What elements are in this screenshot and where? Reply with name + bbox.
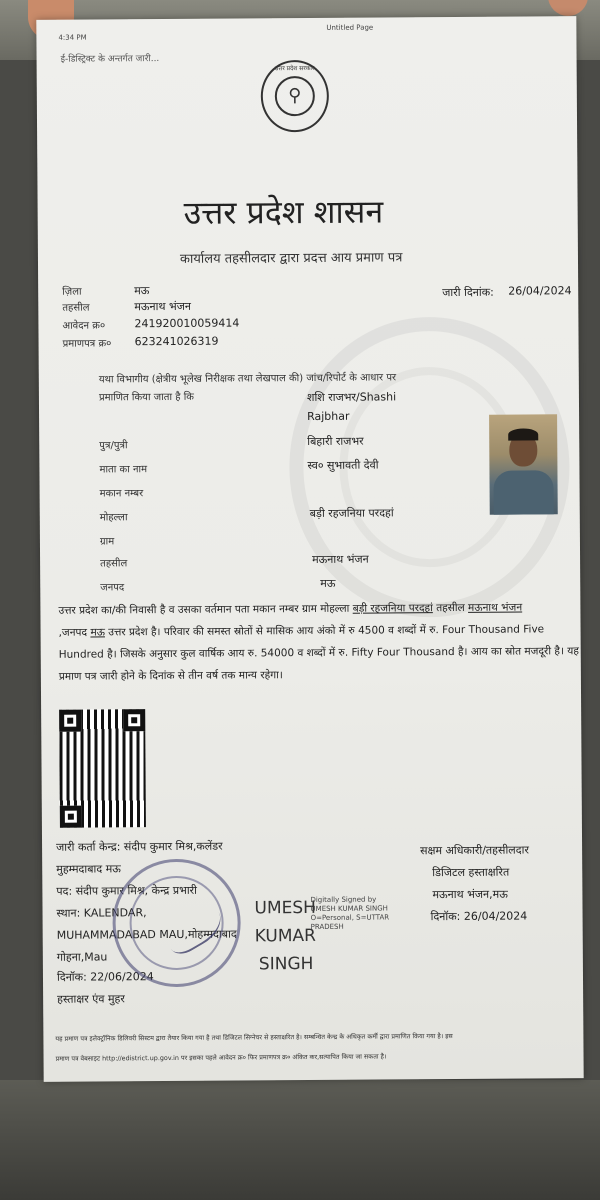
photo-shirt <box>493 470 553 514</box>
holder-photo <box>489 414 558 514</box>
verification-qr-code <box>59 709 146 828</box>
district-label: ज़िला <box>62 286 82 298</box>
qr-finder-bottom-left <box>60 806 82 828</box>
details-tehsil-value: मऊनाथ भंजन <box>312 552 369 566</box>
body-line-1c: तहसील <box>432 601 469 615</box>
locality-value: बड़ी रहजनिया परदहां <box>309 506 394 521</box>
body-locality-underlined: बड़ी रहजनिया परदहां <box>352 602 433 615</box>
locality-label: मोहल्ला <box>99 512 128 524</box>
son-of-value: बिहारी राजभर <box>307 434 364 449</box>
qr-finder-top-right <box>123 709 145 731</box>
authority-title: सक्षम अधिकारी/तहसीलदार <box>420 843 529 858</box>
emblem-text: उत्तर प्रदेश सरकार <box>274 64 315 73</box>
issuer-line-8: हस्ताक्षर एंव मुहर <box>57 992 125 1006</box>
body-line-1a: उत्तर प्रदेश का/की निवासी है व उसका वर्तमान पता मकान नम्बर ग्राम मोहल्ला <box>58 602 353 617</box>
certificate-value: 623241026319 <box>134 334 219 349</box>
tehsil-label: तहसील <box>62 302 90 314</box>
issuer-line-1: जारी कर्ता केन्द्र: संदीप कुमार मिश्र,कलेंडर <box>56 839 223 854</box>
print-time: 4:34 PM <box>58 33 87 42</box>
footer-line-1: यह प्रमाण पत्र इलेक्ट्रॉनिक डिलिवरी सिस्टम द्वारा तैयार किया गया है तथा डिजिटल सिग्नेचर से हस्ताक्षरित है। सम्बन्धित केन्द्र के अधिकृत कर्मी द्वारा प्रमाणित किया गया है। इस <box>55 1032 453 1043</box>
body-tehsil-underlined: मऊनाथ भंजन <box>467 601 523 614</box>
signer-name-line-1: UMESH <box>254 897 317 919</box>
issuer-line-7: दिनॉक: 22/06/2024 <box>56 970 154 984</box>
footer-line-2: प्रमाण पत्र वेबसाइट http://edistrict.up.gov.in पर इसका पहले आवेदन क्र० फिर प्रमाणपत्र क्र० अंकित कर,सत्यापित किया जा सकता है। <box>55 1052 387 1063</box>
qr-finder-top-left <box>59 710 81 732</box>
certificate-paper <box>36 16 583 1082</box>
house-number-label: मकान नम्बर <box>99 488 144 500</box>
edistrict-note: ई-डिस्ट्रिक्ट के अन्तर्गत जारी... <box>60 54 160 65</box>
document-title: उत्तर प्रदेश शासन <box>183 192 384 232</box>
background-bottom <box>0 1080 600 1200</box>
authority-location: मऊनाथ भंजन,मऊ <box>432 887 508 902</box>
intro-line-2: प्रमाणित किया जाता है कि <box>98 391 195 404</box>
issuer-line-6: गोहना,Mau <box>56 950 108 964</box>
tehsil-value: मऊनाथ भंजन <box>134 299 192 314</box>
authority-date: दिनॉक: 26/04/2024 <box>430 909 528 924</box>
certificate-label: प्रमाणपत्र क्र० <box>62 338 112 350</box>
up-government-emblem <box>261 60 330 132</box>
village-label: ग्राम <box>99 536 115 548</box>
digital-signature-line-1: Digitally Signed by <box>310 895 377 905</box>
details-tehsil-label: तहसील <box>100 558 128 570</box>
holder-name-line-2: Rajbhar <box>307 409 350 424</box>
digital-signature-line-4: PRADESH <box>310 922 344 932</box>
intro-line-1: यथा विभागीय (क्षेत्रीय भूलेख निरीक्षक तथा लेखपाल की) जांच/रिपोर्ट के आधार पर <box>98 372 397 386</box>
body-line-2a: ,जनपद <box>58 626 91 639</box>
holder-name-line-1: शशि राजभर/Shashi <box>306 390 397 405</box>
mother-label: माता का नाम <box>99 464 148 476</box>
details-district-value: मऊ <box>320 576 336 590</box>
print-page-title: Untitled Page <box>326 23 374 32</box>
district-value: मऊ <box>134 284 150 298</box>
document-subtitle: कार्यालय तहसीलदार द्वारा प्रदत्त आय प्रमाण पत्र <box>179 250 403 267</box>
signer-name-line-3: SINGH <box>258 953 314 975</box>
issuer-line-5: MUHAMMADABAD MAU,मोहम्मदाबाद <box>56 927 237 942</box>
body-line-2c: उत्तर प्रदेश है। परिवार की समस्त स्रोतों से मासिक आय अंको में रु 4500 व शब्दों में रु. Four Thousand Five <box>104 623 545 639</box>
fish-icon: ⚲ <box>288 85 302 107</box>
digital-signature-line-2: UMESH KUMAR SINGH <box>310 904 388 914</box>
issuer-line-2: मुहम्मदाबाद मऊ <box>56 862 121 876</box>
issue-date-label: जारी दिनांक: <box>442 285 494 300</box>
son-of-label: पुत्र/पुत्री <box>99 440 128 452</box>
signer-name-line-2: KUMAR <box>254 925 317 947</box>
application-value: 241920010059414 <box>134 316 240 331</box>
body-district-underlined: मऊ <box>90 626 105 639</box>
digital-signature-line-3: O=Personal, S=UTTAR <box>310 913 390 923</box>
photo-hair <box>508 428 538 440</box>
body-line-4: प्रमाण पत्र जारी होने के दिनांक से तीन वर्ष तक मान्य रहेगा। <box>58 669 283 683</box>
issuer-line-3: पद: संदीप कुमार मिश्र, केन्द्र प्रभारी <box>56 883 198 898</box>
issuer-line-4: स्थान: KALENDAR, <box>56 906 147 920</box>
issue-date-value: 26/04/2024 <box>508 284 572 298</box>
details-district-label: जनपद <box>100 582 125 594</box>
mother-value: स्व० सुभावती देवी <box>307 458 379 473</box>
body-line-3: Hundred है। जिसके अनुसार कुल वार्षिक आय रु. 54000 व शब्दों में रु. Fifty Four Thousand है। आय का स्रोत मजदूरी है। यह <box>58 645 579 661</box>
authority-digitally-signed: डिजिटल हस्ताक्षरित <box>432 865 510 880</box>
application-label: आवेदन क्र० <box>62 320 106 332</box>
